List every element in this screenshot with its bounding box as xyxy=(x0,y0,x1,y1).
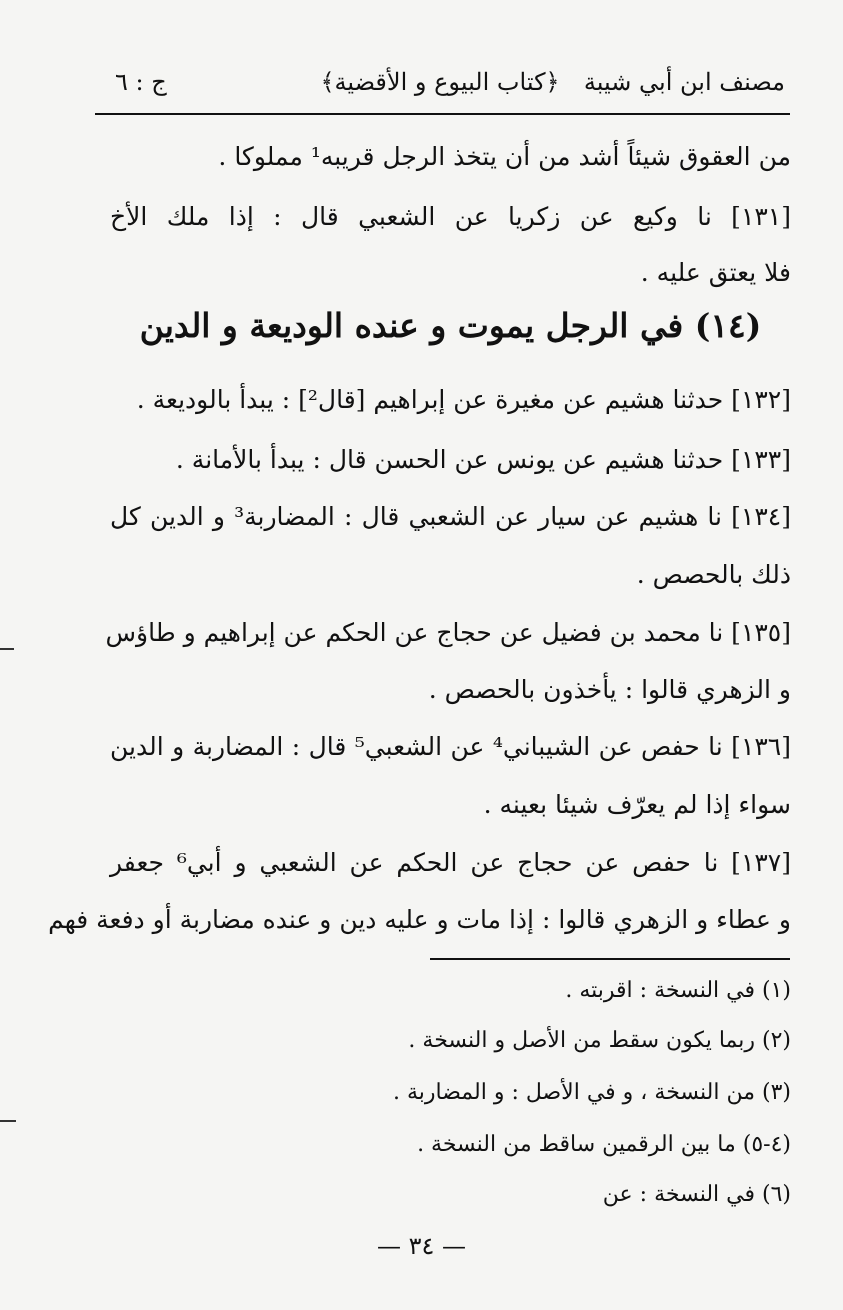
running-header xyxy=(95,60,785,110)
text-line: و عطاء و الزهري قالوا : إذا مات و عليه دين و عنده مضاربة أو دفعة فهم xyxy=(48,905,791,934)
text-line: و الزهري قالوا : يأخذون بالحصص . xyxy=(428,675,791,704)
text-line: [١٣٧] نا حفص عن حجاج عن الحكم عن الشعبي و أبي⁶ جعفر xyxy=(110,848,791,877)
text-line: [١٣٣] حدثنا هشيم عن يونس عن الحسن قال : يبدأ بالأمانة . xyxy=(175,445,791,474)
text-line: [١٣١] نا وكيع عن زكريا عن الشعبي قال : إذا ملك الأخ xyxy=(110,202,791,231)
margin-mark xyxy=(0,648,14,650)
text-line: ذلك بالحصص . xyxy=(636,560,791,589)
text-line: من العقوق شيئاً أشد من أن يتخذ الرجل قريبه¹ مملوكا . xyxy=(218,142,791,171)
footnote: (٣) من النسخة ، و في الأصل : و المضاربة . xyxy=(392,1080,791,1105)
page-number: — ٣٤ — xyxy=(376,1232,467,1260)
text-line: [١٣٤] نا هشيم عن سيار عن الشعبي قال : المضاربة³ و الدين كل xyxy=(110,502,791,531)
text-line: [١٣٦] نا حفص عن الشيباني⁴ عن الشعبي⁵ قال : المضاربة و الدين xyxy=(110,732,791,761)
footnote-rule xyxy=(430,958,790,960)
section-heading: (١٤) في الرجل يموت و عنده الوديعة و الدين xyxy=(139,306,762,345)
header-book-name: ﴿كتاب البيوع و الأقضية﴾ xyxy=(320,68,560,96)
footnote: (٦) في النسخة : عن xyxy=(602,1182,791,1207)
header-volume: ج : ٦ xyxy=(115,68,167,96)
header-title: مصنف ابن أبي شيبة xyxy=(583,68,785,96)
text-line: فلا يعتق عليه . xyxy=(640,258,791,287)
text-line: سواء إذا لم يعرّف شيئا بعينه . xyxy=(483,790,791,819)
text-line: [١٣٥] نا محمد بن فضيل عن حجاج عن الحكم عن إبراهيم و طاؤس xyxy=(105,618,791,647)
footnote: (٤-٥) ما بين الرقمين ساقط من النسخة . xyxy=(417,1132,791,1157)
text-line: [١٣٢] حدثنا هشيم عن مغيرة عن إبراهيم [قال²] : يبدأ بالوديعة . xyxy=(136,385,791,414)
margin-mark xyxy=(0,1120,16,1122)
header-rule xyxy=(95,113,790,115)
footnote: (١) في النسخة : اقربته . xyxy=(565,978,791,1003)
footnote: (٢) ربما يكون سقط من الأصل و النسخة . xyxy=(408,1028,791,1053)
